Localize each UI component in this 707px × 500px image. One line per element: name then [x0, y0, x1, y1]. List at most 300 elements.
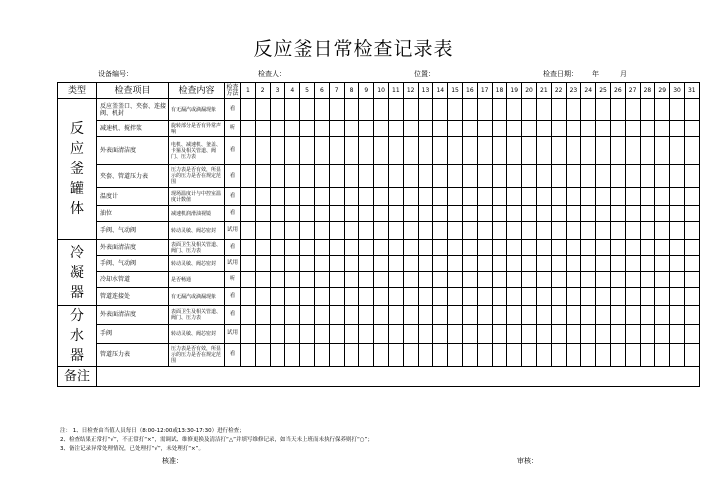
day-cell[interactable] — [314, 165, 329, 188]
day-cell[interactable] — [359, 306, 374, 325]
day-cell[interactable] — [241, 306, 256, 325]
day-cell[interactable] — [536, 324, 551, 343]
day-cell[interactable] — [255, 272, 270, 288]
day-cell[interactable] — [536, 121, 551, 137]
day-cell[interactable] — [374, 306, 389, 325]
day-cell[interactable] — [255, 165, 270, 188]
day-cell[interactable] — [241, 99, 256, 121]
day-cell[interactable] — [640, 222, 655, 240]
day-cell[interactable] — [536, 188, 551, 206]
day-cell[interactable] — [625, 272, 640, 288]
day-cell[interactable] — [329, 324, 344, 343]
day-cell[interactable] — [551, 343, 566, 366]
day-cell[interactable] — [551, 324, 566, 343]
day-cell[interactable] — [300, 99, 315, 121]
day-cell[interactable] — [596, 165, 611, 188]
day-cell[interactable] — [344, 188, 359, 206]
day-cell[interactable] — [610, 121, 625, 137]
day-cell[interactable] — [433, 137, 448, 165]
day-cell[interactable] — [596, 222, 611, 240]
day-cell[interactable] — [492, 306, 507, 325]
day-cell[interactable] — [270, 121, 285, 137]
day-cell[interactable] — [344, 121, 359, 137]
day-cell[interactable] — [448, 288, 463, 306]
day-cell[interactable] — [241, 206, 256, 222]
day-cell[interactable] — [270, 206, 285, 222]
day-cell[interactable] — [522, 288, 537, 306]
day-cell[interactable] — [551, 188, 566, 206]
day-cell[interactable] — [625, 240, 640, 256]
day-cell[interactable] — [314, 206, 329, 222]
day-cell[interactable] — [329, 99, 344, 121]
day-cell[interactable] — [448, 306, 463, 325]
day-cell[interactable] — [566, 206, 581, 222]
day-cell[interactable] — [522, 222, 537, 240]
day-cell[interactable] — [433, 121, 448, 137]
day-cell[interactable] — [448, 256, 463, 272]
day-cell[interactable] — [270, 324, 285, 343]
day-cell[interactable] — [255, 324, 270, 343]
day-cell[interactable] — [241, 272, 256, 288]
day-cell[interactable] — [684, 165, 699, 188]
day-cell[interactable] — [433, 188, 448, 206]
day-cell[interactable] — [566, 256, 581, 272]
day-cell[interactable] — [314, 306, 329, 325]
day-cell[interactable] — [596, 288, 611, 306]
day-cell[interactable] — [670, 121, 685, 137]
day-cell[interactable] — [359, 188, 374, 206]
day-cell[interactable] — [448, 165, 463, 188]
day-cell[interactable] — [388, 121, 403, 137]
day-cell[interactable] — [507, 188, 522, 206]
day-cell[interactable] — [374, 272, 389, 288]
day-cell[interactable] — [507, 256, 522, 272]
day-cell[interactable] — [522, 240, 537, 256]
day-cell[interactable] — [462, 324, 477, 343]
day-cell[interactable] — [255, 222, 270, 240]
day-cell[interactable] — [329, 206, 344, 222]
day-cell[interactable] — [241, 222, 256, 240]
day-cell[interactable] — [433, 306, 448, 325]
day-cell[interactable] — [610, 222, 625, 240]
day-cell[interactable] — [655, 165, 670, 188]
day-cell[interactable] — [374, 188, 389, 206]
day-cell[interactable] — [433, 240, 448, 256]
day-cell[interactable] — [418, 288, 433, 306]
day-cell[interactable] — [433, 222, 448, 240]
day-cell[interactable] — [418, 256, 433, 272]
day-cell[interactable] — [285, 165, 300, 188]
day-cell[interactable] — [581, 137, 596, 165]
day-cell[interactable] — [329, 240, 344, 256]
day-cell[interactable] — [241, 121, 256, 137]
day-cell[interactable] — [625, 137, 640, 165]
day-cell[interactable] — [314, 121, 329, 137]
day-cell[interactable] — [300, 121, 315, 137]
day-cell[interactable] — [596, 272, 611, 288]
day-cell[interactable] — [477, 306, 492, 325]
day-cell[interactable] — [359, 206, 374, 222]
day-cell[interactable] — [433, 343, 448, 366]
day-cell[interactable] — [270, 99, 285, 121]
day-cell[interactable] — [241, 240, 256, 256]
day-cell[interactable] — [300, 343, 315, 366]
day-cell[interactable] — [374, 222, 389, 240]
day-cell[interactable] — [492, 165, 507, 188]
day-cell[interactable] — [448, 206, 463, 222]
day-cell[interactable] — [536, 256, 551, 272]
day-cell[interactable] — [625, 324, 640, 343]
day-cell[interactable] — [640, 306, 655, 325]
day-cell[interactable] — [433, 288, 448, 306]
day-cell[interactable] — [492, 137, 507, 165]
day-cell[interactable] — [403, 99, 418, 121]
day-cell[interactable] — [507, 324, 522, 343]
day-cell[interactable] — [655, 240, 670, 256]
day-cell[interactable] — [300, 256, 315, 272]
day-cell[interactable] — [684, 99, 699, 121]
day-cell[interactable] — [314, 288, 329, 306]
day-cell[interactable] — [625, 99, 640, 121]
day-cell[interactable] — [418, 306, 433, 325]
day-cell[interactable] — [492, 222, 507, 240]
day-cell[interactable] — [625, 288, 640, 306]
day-cell[interactable] — [522, 324, 537, 343]
day-cell[interactable] — [241, 165, 256, 188]
day-cell[interactable] — [655, 206, 670, 222]
day-cell[interactable] — [388, 222, 403, 240]
day-cell[interactable] — [610, 306, 625, 325]
day-cell[interactable] — [462, 306, 477, 325]
day-cell[interactable] — [344, 324, 359, 343]
remark-field[interactable] — [97, 367, 700, 387]
day-cell[interactable] — [536, 99, 551, 121]
day-cell[interactable] — [477, 288, 492, 306]
day-cell[interactable] — [329, 137, 344, 165]
day-cell[interactable] — [300, 165, 315, 188]
day-cell[interactable] — [684, 206, 699, 222]
day-cell[interactable] — [551, 272, 566, 288]
day-cell[interactable] — [522, 99, 537, 121]
day-cell[interactable] — [670, 256, 685, 272]
day-cell[interactable] — [655, 306, 670, 325]
day-cell[interactable] — [492, 188, 507, 206]
day-cell[interactable] — [388, 165, 403, 188]
day-cell[interactable] — [255, 121, 270, 137]
day-cell[interactable] — [640, 256, 655, 272]
day-cell[interactable] — [610, 206, 625, 222]
day-cell[interactable] — [610, 288, 625, 306]
day-cell[interactable] — [492, 240, 507, 256]
day-cell[interactable] — [522, 165, 537, 188]
day-cell[interactable] — [625, 165, 640, 188]
day-cell[interactable] — [625, 188, 640, 206]
day-cell[interactable] — [448, 343, 463, 366]
day-cell[interactable] — [610, 324, 625, 343]
day-cell[interactable] — [655, 188, 670, 206]
day-cell[interactable] — [566, 306, 581, 325]
day-cell[interactable] — [522, 306, 537, 325]
day-cell[interactable] — [522, 256, 537, 272]
day-cell[interactable] — [314, 324, 329, 343]
day-cell[interactable] — [314, 256, 329, 272]
day-cell[interactable] — [359, 240, 374, 256]
day-cell[interactable] — [507, 343, 522, 366]
day-cell[interactable] — [403, 165, 418, 188]
day-cell[interactable] — [625, 121, 640, 137]
day-cell[interactable] — [536, 343, 551, 366]
day-cell[interactable] — [255, 137, 270, 165]
day-cell[interactable] — [492, 99, 507, 121]
day-cell[interactable] — [418, 240, 433, 256]
day-cell[interactable] — [403, 343, 418, 366]
day-cell[interactable] — [684, 121, 699, 137]
day-cell[interactable] — [670, 343, 685, 366]
day-cell[interactable] — [581, 256, 596, 272]
day-cell[interactable] — [241, 343, 256, 366]
day-cell[interactable] — [329, 222, 344, 240]
day-cell[interactable] — [418, 165, 433, 188]
day-cell[interactable] — [359, 99, 374, 121]
day-cell[interactable] — [270, 222, 285, 240]
day-cell[interactable] — [551, 240, 566, 256]
day-cell[interactable] — [388, 288, 403, 306]
day-cell[interactable] — [477, 272, 492, 288]
day-cell[interactable] — [255, 343, 270, 366]
day-cell[interactable] — [462, 288, 477, 306]
day-cell[interactable] — [610, 165, 625, 188]
day-cell[interactable] — [566, 240, 581, 256]
day-cell[interactable] — [285, 121, 300, 137]
day-cell[interactable] — [581, 272, 596, 288]
day-cell[interactable] — [374, 121, 389, 137]
day-cell[interactable] — [536, 306, 551, 325]
day-cell[interactable] — [492, 206, 507, 222]
day-cell[interactable] — [492, 272, 507, 288]
day-cell[interactable] — [448, 188, 463, 206]
day-cell[interactable] — [610, 343, 625, 366]
day-cell[interactable] — [670, 240, 685, 256]
day-cell[interactable] — [418, 324, 433, 343]
day-cell[interactable] — [655, 137, 670, 165]
day-cell[interactable] — [403, 288, 418, 306]
day-cell[interactable] — [418, 99, 433, 121]
day-cell[interactable] — [640, 288, 655, 306]
day-cell[interactable] — [285, 222, 300, 240]
day-cell[interactable] — [418, 206, 433, 222]
day-cell[interactable] — [625, 256, 640, 272]
day-cell[interactable] — [492, 256, 507, 272]
day-cell[interactable] — [477, 99, 492, 121]
day-cell[interactable] — [640, 206, 655, 222]
day-cell[interactable] — [670, 165, 685, 188]
day-cell[interactable] — [285, 288, 300, 306]
day-cell[interactable] — [255, 99, 270, 121]
day-cell[interactable] — [329, 343, 344, 366]
day-cell[interactable] — [462, 240, 477, 256]
day-cell[interactable] — [359, 288, 374, 306]
day-cell[interactable] — [300, 206, 315, 222]
day-cell[interactable] — [374, 256, 389, 272]
day-cell[interactable] — [433, 256, 448, 272]
day-cell[interactable] — [581, 188, 596, 206]
day-cell[interactable] — [403, 121, 418, 137]
day-cell[interactable] — [329, 288, 344, 306]
day-cell[interactable] — [462, 99, 477, 121]
day-cell[interactable] — [507, 306, 522, 325]
day-cell[interactable] — [270, 343, 285, 366]
day-cell[interactable] — [329, 165, 344, 188]
day-cell[interactable] — [300, 137, 315, 165]
day-cell[interactable] — [684, 137, 699, 165]
day-cell[interactable] — [655, 99, 670, 121]
day-cell[interactable] — [596, 324, 611, 343]
day-cell[interactable] — [684, 272, 699, 288]
day-cell[interactable] — [655, 272, 670, 288]
day-cell[interactable] — [507, 222, 522, 240]
day-cell[interactable] — [418, 137, 433, 165]
day-cell[interactable] — [270, 165, 285, 188]
day-cell[interactable] — [270, 256, 285, 272]
day-cell[interactable] — [655, 222, 670, 240]
day-cell[interactable] — [655, 121, 670, 137]
day-cell[interactable] — [522, 121, 537, 137]
day-cell[interactable] — [507, 272, 522, 288]
day-cell[interactable] — [462, 165, 477, 188]
day-cell[interactable] — [551, 206, 566, 222]
day-cell[interactable] — [610, 99, 625, 121]
day-cell[interactable] — [566, 222, 581, 240]
day-cell[interactable] — [448, 121, 463, 137]
day-cell[interactable] — [359, 272, 374, 288]
day-cell[interactable] — [477, 137, 492, 165]
day-cell[interactable] — [522, 188, 537, 206]
day-cell[interactable] — [359, 256, 374, 272]
day-cell[interactable] — [344, 240, 359, 256]
day-cell[interactable] — [241, 324, 256, 343]
day-cell[interactable] — [581, 222, 596, 240]
day-cell[interactable] — [462, 188, 477, 206]
day-cell[interactable] — [270, 188, 285, 206]
day-cell[interactable] — [418, 188, 433, 206]
day-cell[interactable] — [462, 272, 477, 288]
day-cell[interactable] — [536, 165, 551, 188]
day-cell[interactable] — [344, 99, 359, 121]
day-cell[interactable] — [640, 165, 655, 188]
day-cell[interactable] — [492, 343, 507, 366]
day-cell[interactable] — [566, 121, 581, 137]
day-cell[interactable] — [418, 272, 433, 288]
day-cell[interactable] — [255, 306, 270, 325]
day-cell[interactable] — [314, 240, 329, 256]
day-cell[interactable] — [344, 272, 359, 288]
day-cell[interactable] — [462, 256, 477, 272]
day-cell[interactable] — [640, 324, 655, 343]
day-cell[interactable] — [507, 288, 522, 306]
day-cell[interactable] — [566, 188, 581, 206]
day-cell[interactable] — [462, 121, 477, 137]
day-cell[interactable] — [374, 165, 389, 188]
day-cell[interactable] — [300, 188, 315, 206]
day-cell[interactable] — [329, 306, 344, 325]
day-cell[interactable] — [610, 256, 625, 272]
day-cell[interactable] — [448, 272, 463, 288]
day-cell[interactable] — [566, 288, 581, 306]
day-cell[interactable] — [300, 272, 315, 288]
day-cell[interactable] — [403, 256, 418, 272]
day-cell[interactable] — [285, 343, 300, 366]
day-cell[interactable] — [522, 206, 537, 222]
day-cell[interactable] — [551, 256, 566, 272]
day-cell[interactable] — [507, 206, 522, 222]
day-cell[interactable] — [625, 206, 640, 222]
day-cell[interactable] — [566, 99, 581, 121]
day-cell[interactable] — [684, 343, 699, 366]
day-cell[interactable] — [507, 240, 522, 256]
day-cell[interactable] — [433, 165, 448, 188]
day-cell[interactable] — [610, 137, 625, 165]
day-cell[interactable] — [374, 99, 389, 121]
day-cell[interactable] — [655, 343, 670, 366]
day-cell[interactable] — [684, 324, 699, 343]
day-cell[interactable] — [270, 272, 285, 288]
day-cell[interactable] — [418, 121, 433, 137]
day-cell[interactable] — [300, 240, 315, 256]
day-cell[interactable] — [285, 306, 300, 325]
day-cell[interactable] — [359, 137, 374, 165]
day-cell[interactable] — [610, 188, 625, 206]
day-cell[interactable] — [640, 188, 655, 206]
day-cell[interactable] — [492, 288, 507, 306]
day-cell[interactable] — [581, 306, 596, 325]
day-cell[interactable] — [344, 137, 359, 165]
day-cell[interactable] — [581, 99, 596, 121]
day-cell[interactable] — [507, 137, 522, 165]
day-cell[interactable] — [285, 272, 300, 288]
day-cell[interactable] — [388, 343, 403, 366]
day-cell[interactable] — [403, 188, 418, 206]
day-cell[interactable] — [566, 343, 581, 366]
day-cell[interactable] — [581, 240, 596, 256]
day-cell[interactable] — [433, 99, 448, 121]
day-cell[interactable] — [388, 306, 403, 325]
day-cell[interactable] — [329, 256, 344, 272]
day-cell[interactable] — [388, 137, 403, 165]
day-cell[interactable] — [670, 272, 685, 288]
day-cell[interactable] — [433, 324, 448, 343]
day-cell[interactable] — [418, 222, 433, 240]
day-cell[interactable] — [314, 188, 329, 206]
day-cell[interactable] — [684, 256, 699, 272]
day-cell[interactable] — [551, 306, 566, 325]
day-cell[interactable] — [596, 121, 611, 137]
day-cell[interactable] — [241, 137, 256, 165]
day-cell[interactable] — [507, 165, 522, 188]
day-cell[interactable] — [581, 343, 596, 366]
day-cell[interactable] — [684, 306, 699, 325]
day-cell[interactable] — [596, 206, 611, 222]
day-cell[interactable] — [477, 222, 492, 240]
day-cell[interactable] — [684, 288, 699, 306]
day-cell[interactable] — [270, 306, 285, 325]
day-cell[interactable] — [448, 99, 463, 121]
day-cell[interactable] — [403, 306, 418, 325]
day-cell[interactable] — [403, 324, 418, 343]
day-cell[interactable] — [536, 288, 551, 306]
day-cell[interactable] — [448, 137, 463, 165]
day-cell[interactable] — [581, 121, 596, 137]
day-cell[interactable] — [596, 256, 611, 272]
